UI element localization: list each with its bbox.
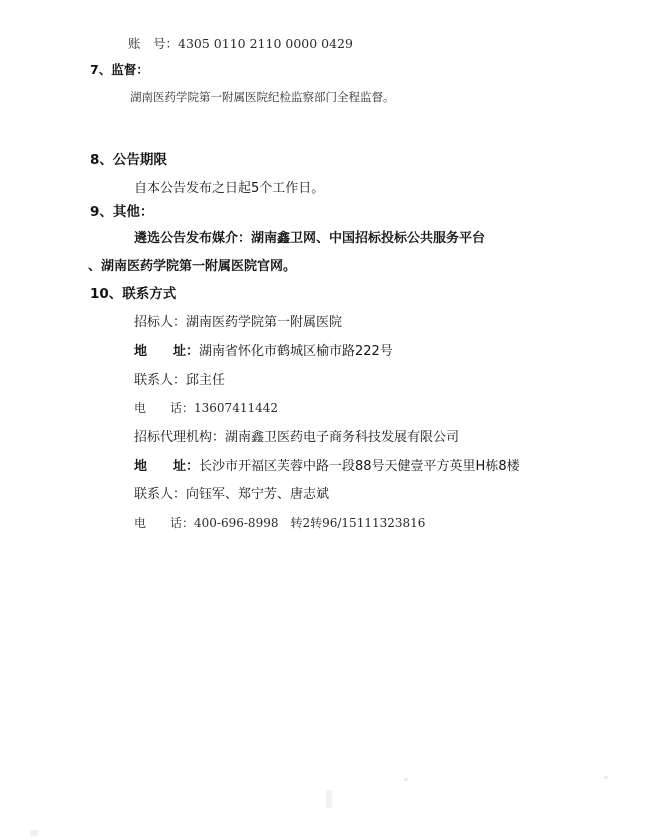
address2-line — [134, 460, 520, 473]
phone2-label: 电 话： — [134, 516, 195, 530]
account-value: 4305 0110 2110 0000 0429 — [178, 36, 353, 51]
contact1-line: 联系人：邱主任 — [134, 373, 226, 388]
phone1-label: 电 话： — [134, 401, 195, 415]
tenderer-line: 招标人：湖南医药学院第一附属医院 — [134, 315, 343, 330]
section7-text: 湖南医药学院第一附属医院纪检监察部门全程监督。 — [130, 90, 395, 104]
phone1-value: 13607411442 — [194, 401, 278, 415]
scan-artifact — [326, 790, 332, 808]
account-line — [128, 38, 353, 51]
scan-artifact — [604, 776, 608, 779]
address1-label: 地 址： — [134, 344, 200, 359]
phone1-line — [134, 402, 278, 414]
section9-text-line1: 遴选公告发布媒介：湖南鑫卫网、中国招标投标公共服务平台 — [134, 231, 486, 246]
section9-text-line2: 、湖南医药学院第一附属医院官网。 — [88, 259, 297, 274]
address2-value: 长沙市开福区芙蓉中路一段88号天健壹平方英里H栋8楼 — [199, 459, 520, 474]
section8-text: 自本公告发布之日起5个工作日。 — [134, 181, 325, 196]
address1-line — [134, 345, 393, 358]
section10-heading: 10、联系方式 — [90, 286, 177, 302]
address1-value: 湖南省怀化市鹤城区榆市路222号 — [199, 344, 393, 359]
contact2-line: 联系人：向钰军、郑宁芳、唐志斌 — [134, 487, 330, 502]
section8-heading: 8、公告期限 — [90, 152, 167, 168]
address2-label: 地 址： — [134, 459, 200, 474]
phone2-line — [134, 517, 425, 529]
section9-heading: 9、其他： — [90, 204, 154, 220]
account-label: 账 号： — [128, 36, 179, 51]
phone2-value: 400-696-8998 转2转96/15111323816 — [194, 516, 426, 530]
scan-artifact — [30, 830, 38, 836]
section7-heading: 7、监督： — [90, 62, 149, 77]
agency-line: 招标代理机构：湖南鑫卫医药电子商务科技发展有限公司 — [134, 430, 460, 445]
scan-artifact — [404, 778, 408, 781]
